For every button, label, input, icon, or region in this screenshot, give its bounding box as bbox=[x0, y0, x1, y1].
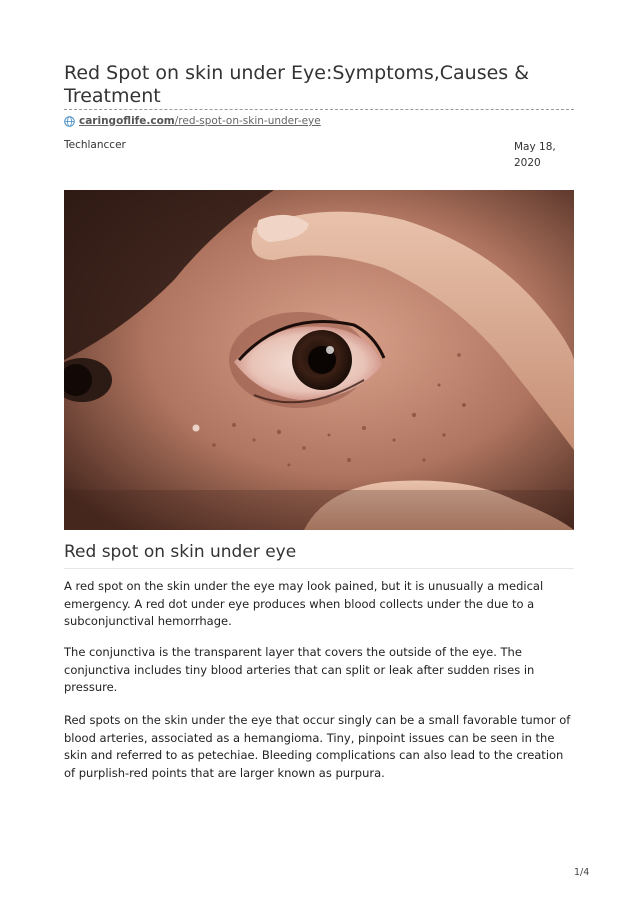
paragraph: A red spot on the skin under the eye may look pained, but it is unusually a medical emergency. A red dot under eye produces when blood collects under the due to a subconjunctival hemorrhage. bbox=[64, 579, 544, 628]
paragraph: Red spots on the skin under the eye that occur singly can be a small favorable tumor of blood arteries, associated as a hemangioma. Tiny, pinpoint issues can be seen in the skin and referred to as petechiae. Bleeding complications can also lead to the creation of purplish-red points that are larger known as purpura. bbox=[64, 713, 571, 780]
source-domain: caringoflife.com bbox=[79, 115, 175, 127]
author-name: Techlanccer bbox=[64, 139, 126, 151]
article-title: Red Spot on skin under Eye:Symptoms,Causes & Treatment bbox=[64, 62, 530, 107]
hero-image bbox=[64, 190, 574, 530]
source-link[interactable] bbox=[79, 114, 321, 128]
page-number: 1/4 bbox=[574, 867, 590, 878]
eye-photo-illustration bbox=[64, 190, 574, 530]
publish-date: May 18, 2020 bbox=[514, 141, 556, 169]
paragraph: The conjunctiva is the transparent layer that covers the outside of the eye. The conjunctiva includes tiny blood arteries that can split or leak after sudden rises in pressure. bbox=[64, 645, 535, 694]
section-divider bbox=[64, 568, 574, 569]
section-heading: Red spot on skin under eye bbox=[64, 542, 297, 562]
source-link-row bbox=[64, 114, 321, 128]
source-path: /red-spot-on-skin-under-eye bbox=[174, 115, 321, 127]
title-divider bbox=[64, 109, 574, 110]
globe-icon bbox=[64, 116, 75, 127]
